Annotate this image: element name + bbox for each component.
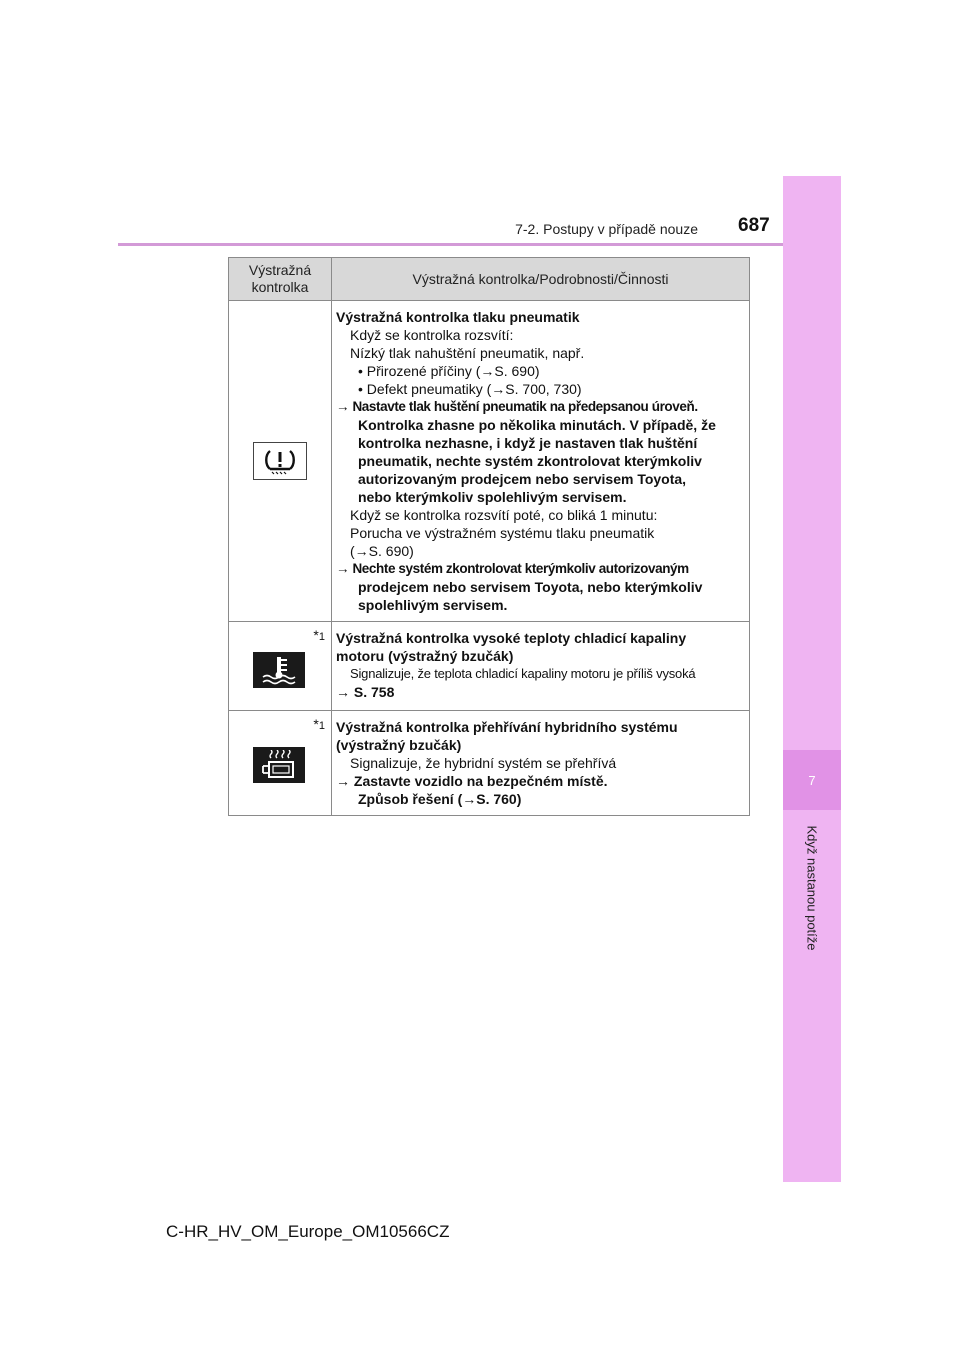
detail-line: Když se kontrolka rozsvítí poté, co bliká 1 minutu:	[350, 507, 658, 523]
detail-line: • Přirozené příčiny (→S. 690)	[358, 363, 540, 379]
action-line: → Nastavte tlak huštění pneumatik na předepsanou úroveň.	[336, 399, 698, 414]
chapter-title: Když nastanou potíže	[804, 825, 820, 951]
action-line: → S. 758	[336, 684, 395, 700]
table-header-row	[229, 258, 750, 301]
section-title: 7-2. Postupy v případě nouze	[515, 221, 698, 237]
icon-cell	[229, 622, 332, 711]
table-row	[229, 301, 750, 622]
action-line: → Zastavte vozidlo na bezpečném místě.	[336, 773, 608, 789]
coolant-temperature-icon	[253, 652, 305, 688]
footnote-marker: *1	[313, 627, 325, 643]
action-line: Kontrolka zhasne po několika minutách. V případě, že	[358, 417, 716, 433]
icon-cell	[229, 301, 332, 622]
details-cell	[332, 711, 750, 816]
hybrid-system-overheat-icon	[253, 747, 305, 783]
detail-line: (→S. 690)	[350, 543, 414, 559]
tire-pressure-warning-icon	[253, 442, 307, 480]
detail-line: Když se kontrolka rozsvítí:	[350, 327, 514, 343]
detail-line: Nízký tlak nahuštění pneumatik, např.	[350, 345, 585, 361]
detail-line: • Defekt pneumatiky (→S. 700, 730)	[358, 381, 582, 397]
detail-line: Signalizuje, že teplota chladicí kapaliny motoru je příliš vysoká	[350, 666, 696, 681]
action-line: kontrolka nezhasne, i když je nastaven tlak huštění	[358, 435, 698, 451]
light-title: Výstražná kontrolka vysoké teploty chladicí kapaliny	[336, 630, 687, 646]
chapter-number: 7	[783, 750, 841, 810]
light-title: Výstražná kontrolka přehřívání hybridního systému	[336, 719, 678, 735]
action-line: autorizovaným prodejcem nebo servisem Toyota,	[358, 471, 687, 487]
action-line: pneumatik, nechte systém zkontrolovat kterýmkoliv	[358, 453, 702, 469]
action-line: spolehlivým servisem.	[358, 597, 508, 613]
icon-cell	[229, 711, 332, 816]
detail-line: Signalizuje, že hybridní systém se přehřívá	[350, 755, 617, 771]
column-header-details: Výstražná kontrolka/Podrobnosti/Činnosti	[332, 258, 750, 301]
action-line: → Nechte systém zkontrolovat kterýmkoliv autorizovaným	[336, 561, 689, 576]
details-cell	[332, 622, 750, 711]
table-row	[229, 622, 750, 711]
table-row	[229, 711, 750, 816]
page-number: 687	[738, 215, 770, 236]
header-rule	[118, 243, 783, 246]
light-title: (výstražný bzučák)	[336, 737, 462, 753]
detail-line: Porucha ve výstražném systému tlaku pneumatik	[350, 525, 655, 541]
document-code: C-HR_HV_OM_Europe_OM10566CZ	[166, 1222, 450, 1241]
chapter-side-tab	[783, 176, 841, 1182]
column-header-light: Výstražná kontrolka	[229, 258, 332, 301]
warning-lights-table	[228, 257, 750, 816]
details-cell	[332, 301, 750, 622]
footnote-marker: *1	[313, 716, 325, 732]
action-line: Způsob řešení (→S. 760)	[358, 791, 522, 807]
action-line: prodejcem nebo servisem Toyota, nebo kterýmkoliv	[358, 579, 703, 595]
light-title: motoru (výstražný bzučák)	[336, 648, 514, 664]
action-line: nebo kterýmkoliv spolehlivým servisem.	[358, 489, 627, 505]
light-title: Výstražná kontrolka tlaku pneumatik	[336, 309, 580, 325]
